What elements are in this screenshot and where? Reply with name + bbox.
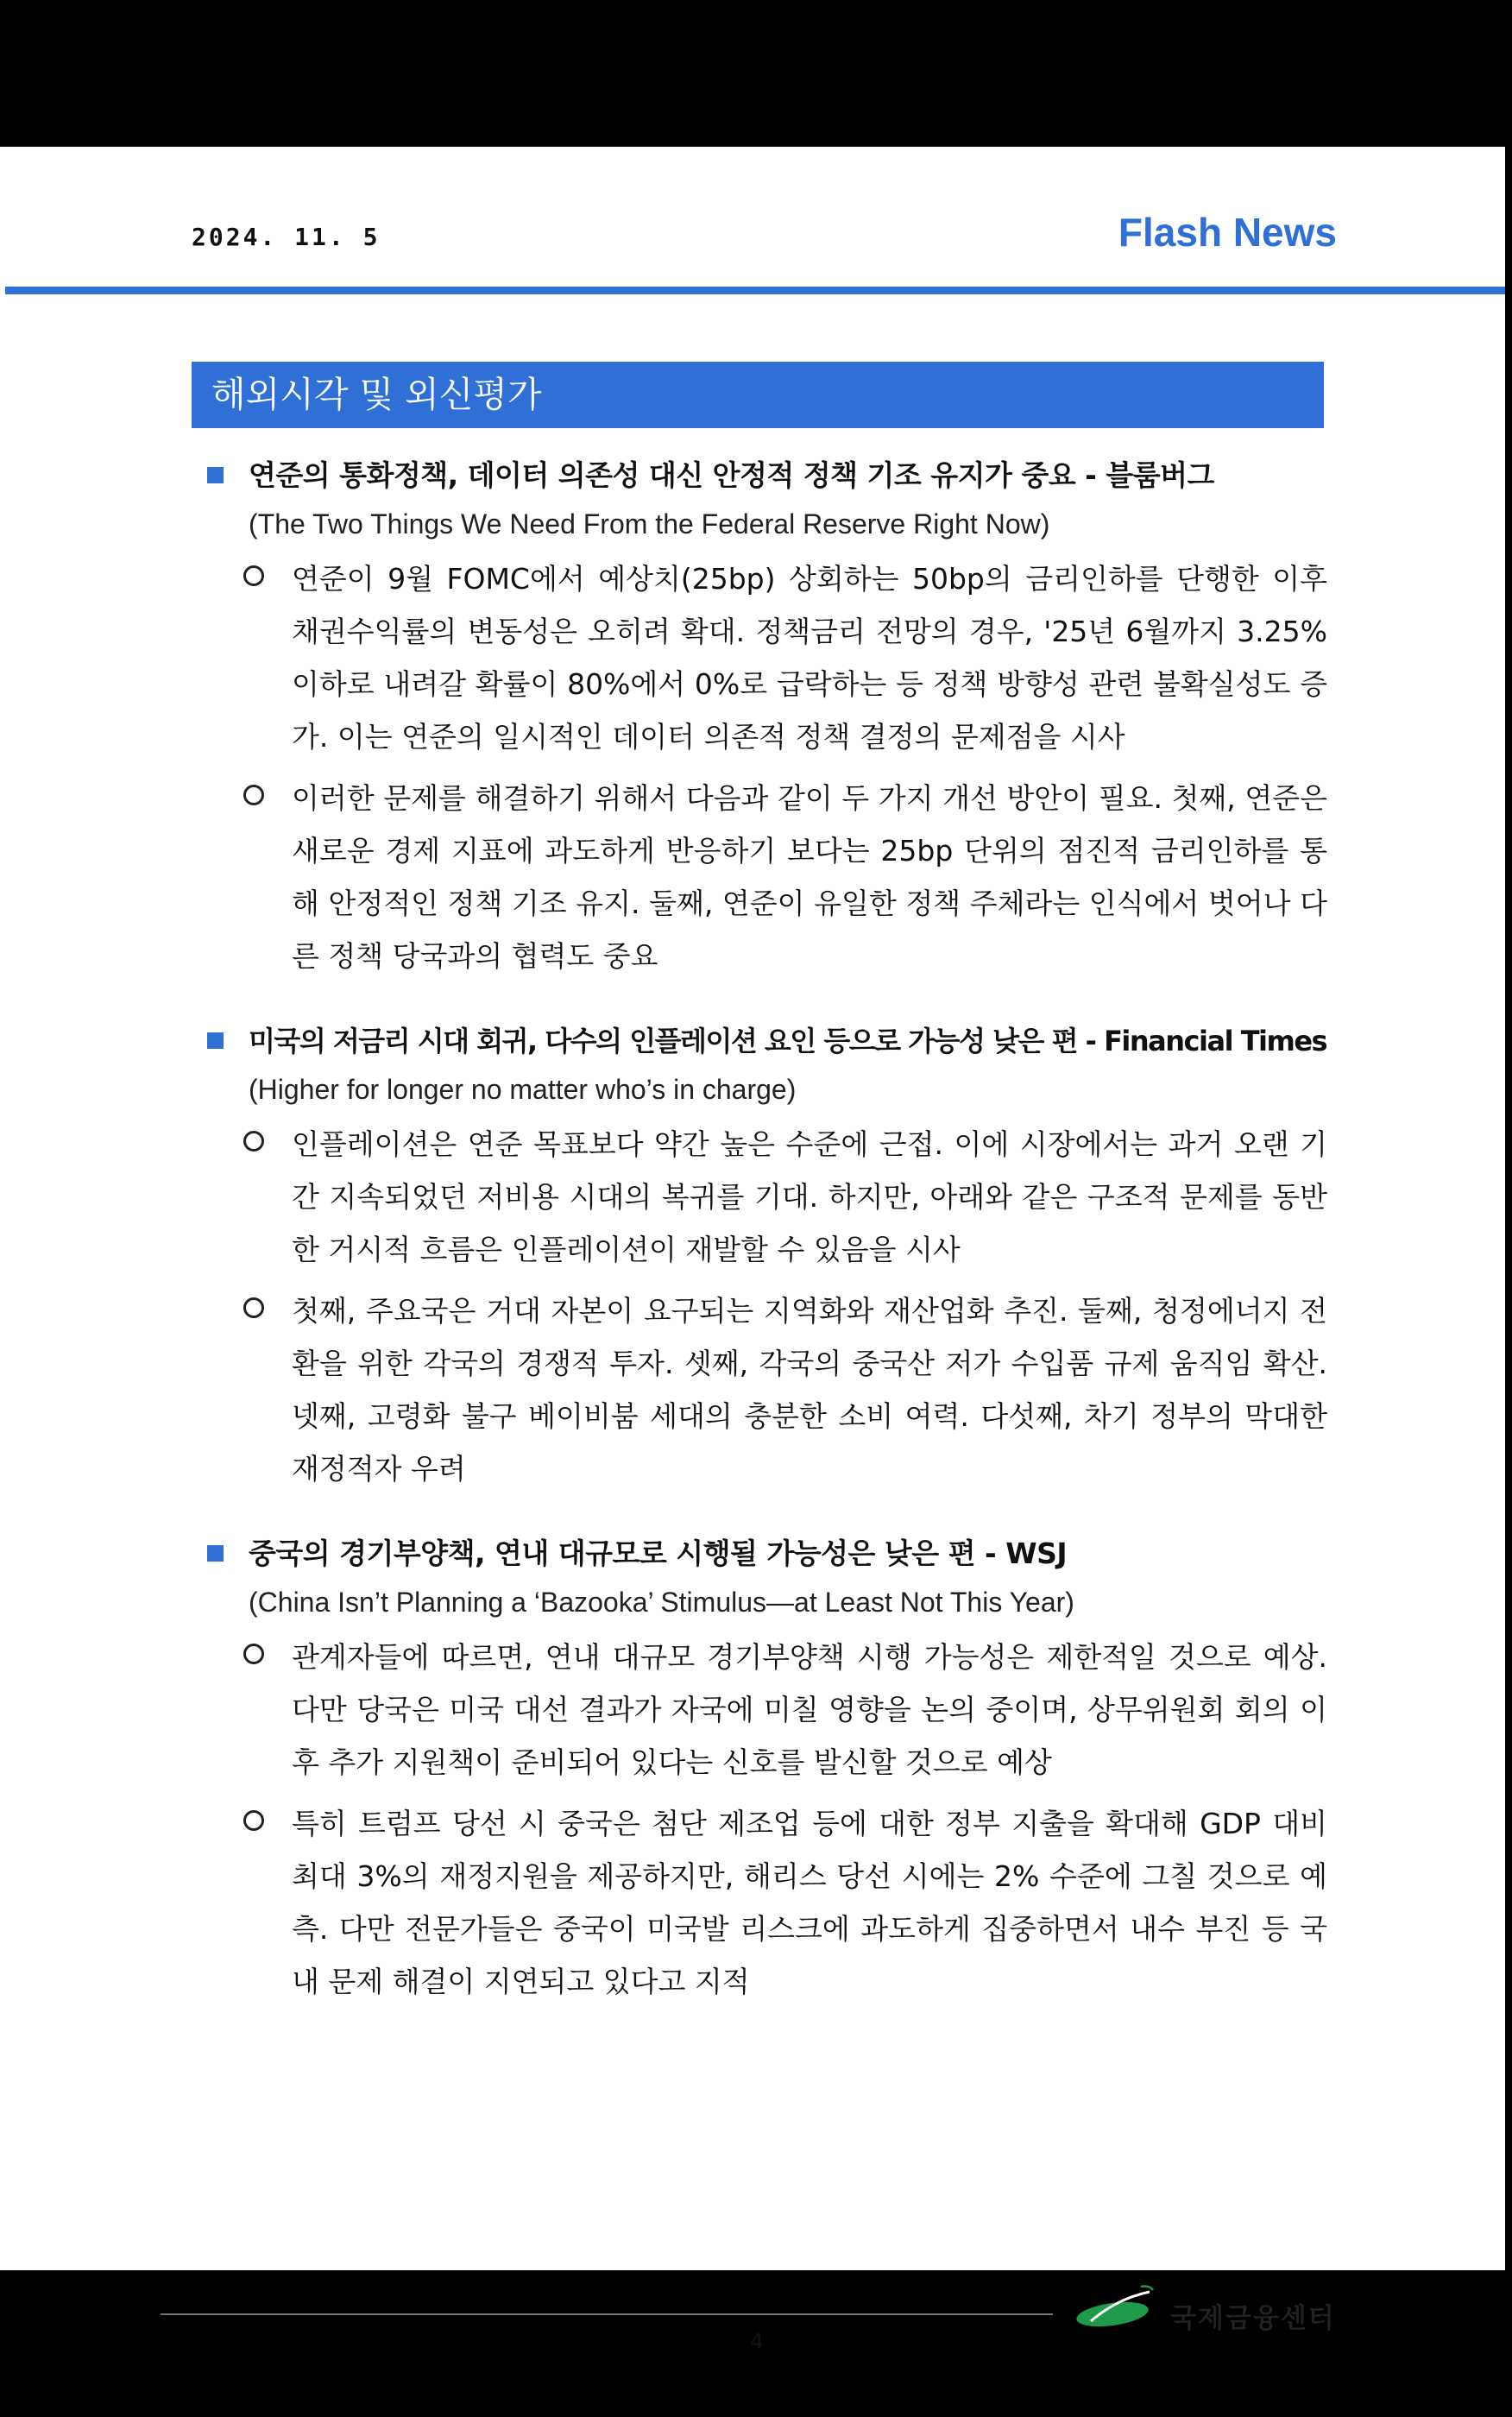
paragraph: [205, 772, 1327, 982]
section-subtitle: (Higher for longer no matter who’s in charge): [249, 1074, 797, 1105]
news-section: [205, 454, 1327, 982]
section-heading-text: 연준의 통화정책, 데이터 의존성 대신 안정적 정책 기조 유지가 중요 - 블룸버그: [249, 458, 1214, 492]
section-heading-text: 중국의 경기부양책, 연내 대규모로 시행될 가능성은 낮은 편 - WSJ: [249, 1537, 1068, 1570]
paragraph-text: 특히 트럼프 당선 시 중국은 첨단 제조업 등에 대한 정부 지출을 확대해 GDP 대비 최대 3%의 재정지원을 제공하지만, 해리스 당선 시에는 2% 수준에 그칠 것으로 예측. 다만 전문가들은 중국이 미국발 리스크에 과도하게 집중하면서 내수 부진 등 국내 문제 해결이 지연되고 있다고 지적: [292, 1807, 1327, 1998]
footer-organization: 국제금융센터: [1170, 2303, 1336, 2334]
section-subtitle: (The Two Things We Need From the Federal Reserve Right Now): [249, 508, 1050, 540]
paragraph-text: 첫째, 주요국은 거대 자본이 요구되는 지역화와 재산업화 추진. 둘째, 청정에너지 전환을 위한 각국의 경쟁적 투자. 셋째, 각국의 중국산 저가 수입품 규제 움직임 확산. 넷째, 고령화 불구 베이비붐 세대의 충분한 소비 여력. 다섯째, 차기 정부의 막대한 재정적자 우려: [292, 1294, 1327, 1486]
section-heading: [205, 454, 1327, 497]
report-date: 2024. 11. 5: [192, 223, 381, 251]
footer-rule: [161, 2313, 1053, 2315]
page-number: 4: [750, 2329, 764, 2354]
paragraph: [205, 1118, 1327, 1276]
paragraph-text: 연준이 9월 FOMC에서 예상치(25bp) 상회하는 50bp의 금리인하를 단행한 이후 채권수익률의 변동성은 오히려 확대. 정책금리 전망의 경우, '25년 6월까지 3.25% 이하로 내려갈 확률이 80%에서 0%로 급락하는 등 정책 방향성 관련 불확실성도 증가. 이는 연준의 일시적인 데이터 의존적 정책 결정의 문제점을 시사: [292, 562, 1327, 754]
paragraph: [205, 1284, 1327, 1495]
square-bullet-icon: [207, 1545, 224, 1562]
content: [205, 454, 1327, 2045]
circle-bullet-icon: [243, 785, 264, 805]
news-section: [205, 1532, 1327, 2008]
section-heading: [205, 1019, 1327, 1063]
circle-bullet-icon: [243, 1297, 264, 1318]
paragraph: [205, 552, 1327, 763]
circle-bullet-icon: [243, 1131, 264, 1152]
report-title: Flash News: [1118, 210, 1337, 255]
news-section: [205, 1019, 1327, 1495]
circle-bullet-icon: [243, 565, 264, 586]
section-heading-text: 미국의 저금리 시대 회귀, 다수의 인플레이션 요인 등으로 가능성 낮은 편 - Financial Times: [249, 1025, 1327, 1057]
document-page: [0, 147, 1505, 2354]
header-rule: [5, 287, 1505, 294]
square-bullet-icon: [207, 467, 224, 483]
circle-bullet-icon: [243, 1810, 264, 1831]
section-heading: [205, 1532, 1327, 1575]
paragraph: [205, 1797, 1327, 2008]
paragraph-text: 관계자들에 따르면, 연내 대규모 경기부양책 시행 가능성은 제한적일 것으로 예상. 다만 당국은 미국 대선 결과가 자국에 미칠 영향을 논의 중이며, 상무위원회 회의 이후 추가 지원책이 준비되어 있다는 신호를 발신할 것으로 예상: [292, 1640, 1327, 1779]
paragraph: [205, 1631, 1327, 1789]
circle-bullet-icon: [243, 1644, 264, 1664]
square-bullet-icon: [207, 1032, 224, 1049]
section-subtitle: (China Isn’t Planning a ‘Bazooka’ Stimulus—at Least Not This Year): [249, 1587, 1074, 1618]
kcif-logo-icon: [1074, 2283, 1160, 2331]
paragraph-text: 인플레이션은 연준 목표보다 약간 높은 수준에 근접. 이에 시장에서는 과거 오랜 기간 지속되었던 저비용 시대의 복귀를 기대. 하지만, 아래와 같은 구조적 문제를 동반한 거시적 흐름은 인플레이션이 재발할 수 있음을 시사: [292, 1127, 1327, 1266]
section-banner: 해외시각 및 외신평가: [192, 362, 1324, 428]
paragraph-text: 이러한 문제를 해결하기 위해서 다음과 같이 두 가지 개선 방안이 필요. 첫째, 연준은 새로운 경제 지표에 과도하게 반응하기 보다는 25bp 단위의 점진적 금리인하를 통해 안정적인 정책 기조 유지. 둘째, 연준이 유일한 정책 주체라는 인식에서 벗어나 다른 정책 당국과의 협력도 중요: [292, 781, 1327, 973]
